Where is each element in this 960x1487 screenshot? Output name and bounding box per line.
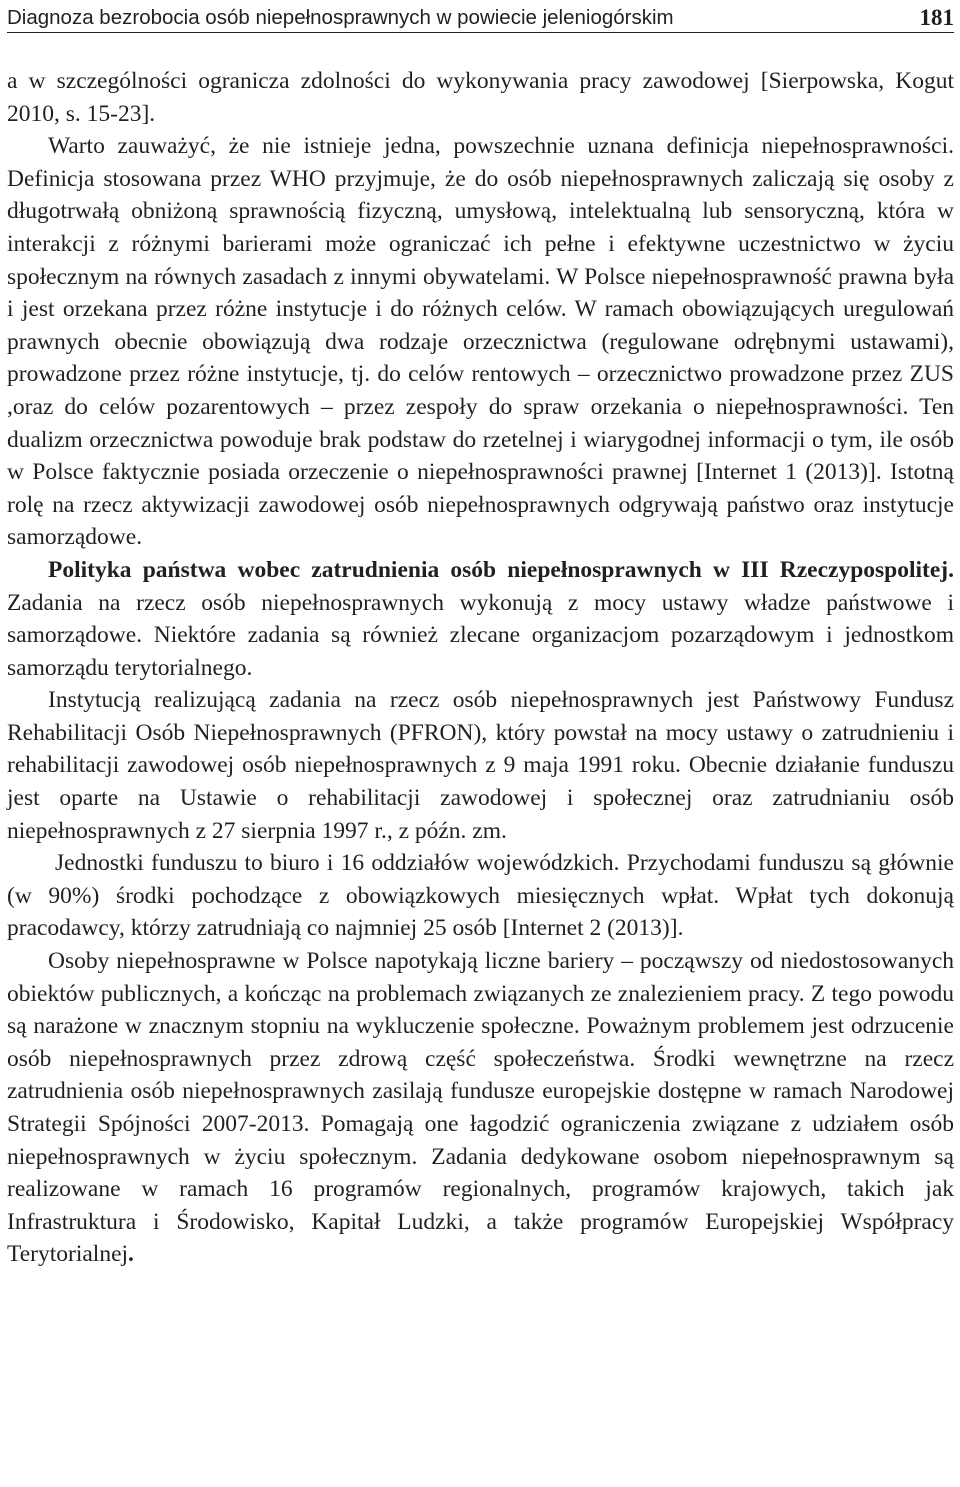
paragraph-6 [7,945,954,1271]
running-header [7,0,954,33]
section-heading: Polityka państwa wobec zatrudnienia osób niepełnosprawnych w III Rzeczypospolitej. [48,556,954,583]
paragraph-3-text: Zadania na rzecz osób niepełnosprawnych wykonują z mocy ustawy władze państwowe i samorządowe. Niektóre zadania są również zlecane organizacjom pozarządowym i jednostkom samorządu terytorialnego. [7,589,954,681]
paragraph-2: Warto zauważyć, że nie istnieje jedna, powszechnie uznana definicja niepełnosprawności. Definicja stosowana przez WHO przyjmuje, że do osób niepełnosprawnych zaliczają się osoby z długotrwałą obniżoną sprawnością fizyczną, umysłową, intelektualną lub sensoryczną, która w interakcji z różnymi barierami może ograniczać ich pełne i efektywne uczestnictwo w życiu społecznym na równych zasadach z innymi obywatelami. W Polsce niepełnosprawność prawna była i jest orzekana przez różne instytucje i do różnych celów. W ramach obowiązujących uregulowań prawnych obecnie obowiązują dwa rodzaje orzecznictwa (regulowane odrębnymi ustawami), prowadzone przez różne instytucje, tj. do celów rentowych – orzecznictwo prowadzone przez ZUS ,oraz do celów pozarentowych – przez zespoły do spraw orzekania o niepełnosprawności. Ten dualizm orzecznictwa powoduje brak podstaw do rzetelnej i wiarygodnej informacji o tym, ile osób w Polsce faktycznie posiada orzeczenie o niepełnosprawności prawnej [Internet 1 (2013)]. Istotną rolę na rzecz aktywizacji zawodowej osób niepełnosprawnych odgrywają państwo oraz instytucje samorządowe. [7,133,954,551]
paragraph-3 [7,554,954,684]
paragraph-6-text: Osoby niepełnosprawne w Polsce napotykają liczne bariery – począwszy od niedostosowanych obiektów publicznych, a kończąc na problemach związanych ze znalezieniem pracy. Z tego powodu są narażone w znacznym stopniu na wykluczenie społeczne. Poważnym problemem jest odrzucenie osób niepełnosprawnych przez zdrową część społeczeństwa. Środki wewnętrzne na rzecz zatrudnienia osób niepełnosprawnych zasilają fundusze europejskie dostępne w ramach Narodowej Strategii Spójności 2007-2013. Pomagają one łagodzić ograniczenia związane z udziałem osób niepełnosprawnych w życiu społecznym. Zadania dedykowane osobom niepełnosprawnym są realizowane w ramach 16 programów regionalnych, programów krajowych, takich jak Infrastruktura i Środowisko, Kapitał Ludzki, a także programów Europejskiej Współpracy Terytorialnej [7,948,954,1268]
paragraph-4: Instytucją realizującą zadania na rzecz osób niepełnosprawnych jest Państwowy Fundusz Rehabilitacji Osób Niepełnosprawnych (PFRON), który powstał na mocy ustawy o zatrudnieniu i rehabilitacji zawodowej osób niepełnosprawnych z 9 maja 1991 roku. Obecnie działanie funduszu jest oparte na Ustawie o rehabilitacji zawodowej i społecznej oraz zatrudnianiu osób niepełnosprawnych z 27 sierpnia 1997 r., z późn. zm. [7,687,954,844]
running-title: Diagnoza bezrobocia osób niepełnosprawnych w powiecie jeleniogórskim [7,6,674,29]
paragraph-1: a w szczególności ogranicza zdolności do wykonywania pracy zawodowej [Sierpowska, Kogut 2010, s. 15-23]. [7,68,954,127]
body-text [7,65,954,1271]
page-number: 181 [919,5,954,30]
paragraph-5: Jednostki funduszu to biuro i 16 oddziałów wojewódzkich. Przychodami funduszu są głównie (w 90%) środki pochodzące z obowiązkowych miesięcznych wpłat. Wpłat tych dokonują pracodawcy, którzy zatrudniają co najmniej 25 osób [Internet 2 (2013)]. [7,850,954,942]
paragraph-6-end: . [128,1241,134,1268]
